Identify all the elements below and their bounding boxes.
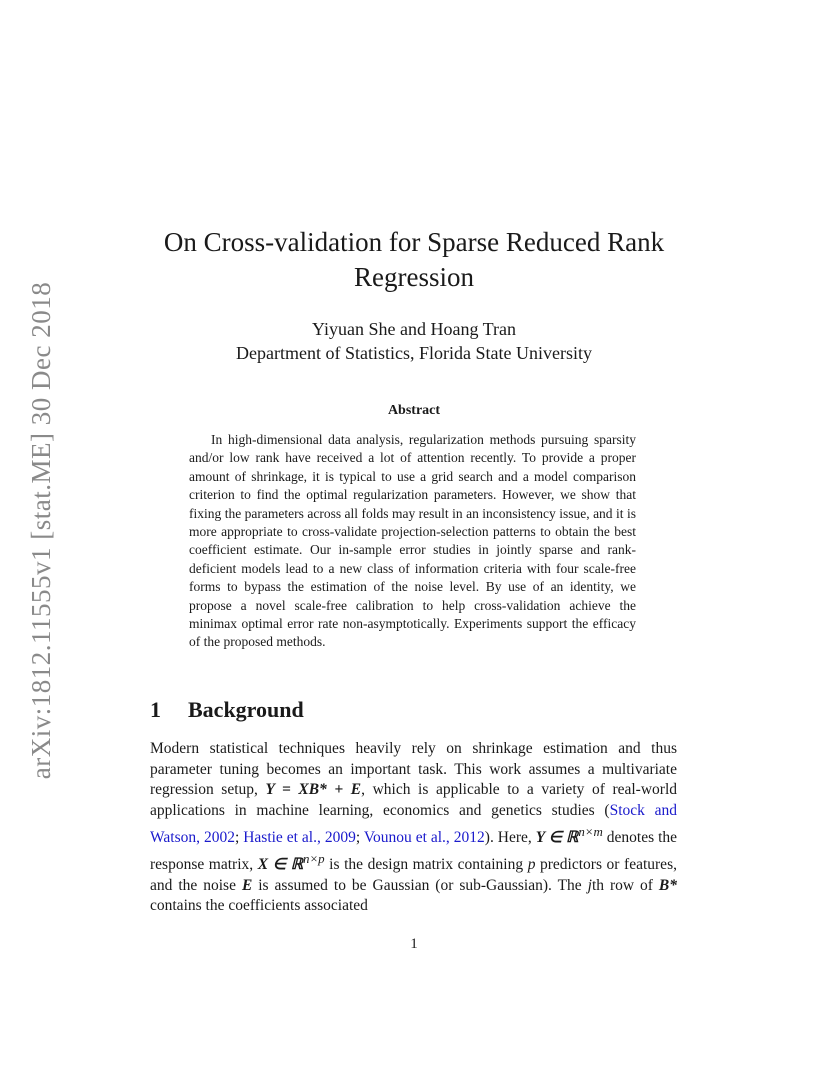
math-symbol: X ∈ ℝ <box>257 855 303 873</box>
math-symbol: j <box>587 876 592 894</box>
body-text-run: ). Here, <box>484 828 536 846</box>
author-block <box>120 317 708 365</box>
math-superscript: n×m <box>578 823 603 839</box>
body-text-run: Modern statistical techniques heavily rely on shrinkage estimation and thus parameter tuning becomes an important task. This work assumes a multivariate regression setup, <box>150 740 677 799</box>
body-text-run: is assumed to be Gaussian (or sub-Gaussian). The <box>252 876 588 894</box>
section-title: Background <box>188 697 304 722</box>
math-symbol: Y ∈ ℝ <box>535 828 579 846</box>
abstract-heading: Abstract <box>387 403 441 418</box>
section-number: 1 <box>150 697 161 722</box>
arxiv-identifier-stamp <box>12 280 72 780</box>
author-names: Yiyuan She and Hoang Tran <box>312 319 516 339</box>
body-paragraph <box>150 739 677 917</box>
body-text-run: , which is applicable to a variety of real-world applications in machine learning, economics and genetics studies ( <box>150 781 677 820</box>
page-number: 1 <box>410 936 418 952</box>
math-symbol: B* <box>658 876 677 894</box>
math-superscript: n×p <box>302 850 325 866</box>
paper-title: On Cross-validation for Sparse Reduced Rank Regression <box>163 227 665 292</box>
citation-separator: ; <box>234 828 244 846</box>
model-equation: Y = XB* + E <box>265 781 362 799</box>
body-text-run: contains the coefficients associated <box>150 897 368 915</box>
math-symbol: p <box>527 855 536 873</box>
citation-link[interactable]: Hastie et al., 2009 <box>243 828 356 846</box>
author-affiliation: Department of Statistics, Florida State University <box>236 343 592 363</box>
body-text-run: predictors or features, and the noise <box>150 855 677 894</box>
abstract-text: In high-dimensional data analysis, regularization methods pursuing sparsity and/or low rank have received a lot of attention recently. To provide a proper amount of shrinkage, it is typical to use a grid search and a model comparison criterion to find the optimal regularization parameters. However, we show that fixing the parameters across all folds may result in an inconsistency issue, and it is more appropriate to cross-validate projection-selection patterns to obtain the best coefficient estimate. Our in-sample error studies in jointly sparse and rank-deficient models lead to a new class of information criteria with four scale-free forms to bypass the estimation of the noise level. By use of an identity, we propose a novel scale-free calibration to help cross-validation achieve the minimax optimal error rate non-asymptotically. Experiments support the efficacy of the proposed methods. <box>189 432 636 650</box>
citation-link[interactable]: Vounou et al., 2012 <box>363 828 485 846</box>
body-text-run: denotes the response matrix, <box>150 828 678 873</box>
body-text-run: is the design matrix containing <box>324 855 528 873</box>
citation-separator: ; <box>355 828 364 846</box>
body-text-run: th row of <box>591 876 659 894</box>
section-heading <box>150 697 304 723</box>
arxiv-identifier-text: arXiv:1812.11555v1 [stat.ME] 30 Dec 2018 <box>26 281 57 779</box>
math-symbol: E <box>241 876 253 894</box>
citation-link[interactable]: Stock and Watson, 2002 <box>150 802 678 846</box>
